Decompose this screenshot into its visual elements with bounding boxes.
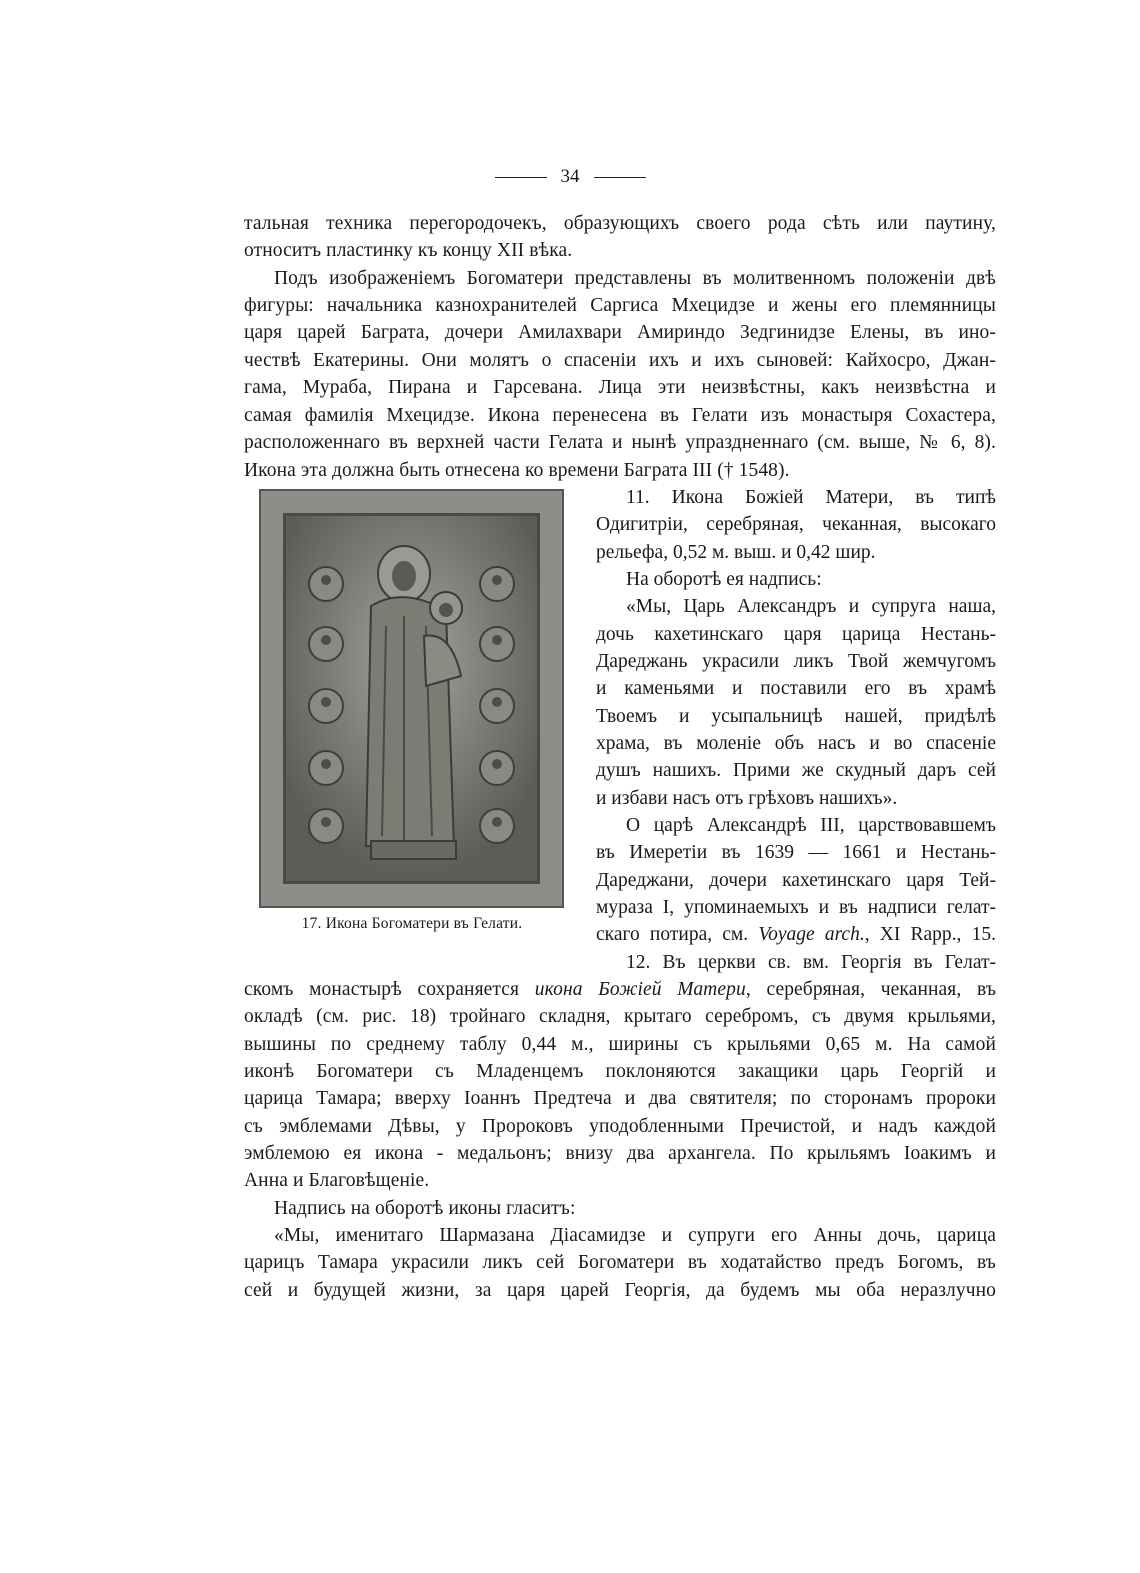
text-line: въ Имеретіи въ 1639 — 1661 и Нестань- (596, 842, 996, 863)
text-line: царицъ Тамара украсили ликъ сей Богоматери въ ходатайство предъ Богомъ, въ (244, 1252, 996, 1273)
text-line (596, 921, 996, 948)
text-line: Дареджань украсили ликъ Твой жемчугомъ (596, 651, 996, 672)
text-line: Твоемъ и усыпальницѣ нашей, придѣлѣ (596, 706, 996, 727)
text-line: храма, въ моленіе объ насъ и во спасеніе (596, 733, 996, 754)
text-line: «Мы, именитаго Шармазана Діасамидзе и супруги его Анны дочь, царица (274, 1225, 996, 1246)
text-run: , серебряная, чеканная, въ (745, 979, 996, 1000)
text-line: относитъ пластинку къ концу XII вѣка. (244, 240, 573, 261)
text-line: иконѣ Богоматери съ Младенцемъ поклоняются закащики царь Георгій и (244, 1061, 996, 1082)
text-line: царя царей Баграта, дочери Амилахвари Амириндо Зедгинидзе Елены, въ ино- (244, 322, 996, 343)
text-run: , XI Rapp., 15. (864, 924, 996, 945)
text-line: Анна и Благовѣщеніе. (244, 1170, 430, 1191)
text-line: душъ нашихъ. Прими же скудный даръ сей (596, 760, 996, 781)
text-line: На оборотѣ ея надпись: (626, 569, 822, 590)
text-line: дочь кахетинскаго царя царица Нестань- (596, 624, 996, 645)
icon-frame (283, 513, 540, 884)
text-line (244, 976, 996, 1003)
text-line: фигуры: начальника казнохранителей Саргиса Мхецидзе и жены его племянницы (244, 295, 996, 316)
text-line: муразa I, упоминаемыхъ и въ надписи гелат- (596, 897, 996, 918)
text-line: тальная техника перегородочекъ, образующихъ своего рода сѣть или паутину, (244, 213, 996, 234)
text-line: гама, Мураба, Пирана и Гарсевана. Лица эти неизвѣстны, какъ неизвѣстна и (244, 377, 996, 398)
text-line: и каменьями и поставили его въ храмѣ (596, 678, 996, 699)
text-line: Дареджани, дочери кахетинскаго царя Тей- (596, 870, 996, 891)
text-line: сей и будущей жизни, за царя царей Георгія, да будемъ мы оба неразлучно (244, 1280, 996, 1301)
text-run: скаго потира, см. (596, 924, 759, 945)
figure-caption: 17. Икона Богоматери въ Гелати. (301, 915, 523, 932)
text-line: и избави насъ отъ грѣховъ нашихъ». (596, 788, 898, 809)
text-line: окладѣ (см. рис. 18) тройнаго складня, крытаго серебромъ, съ двумя крыльями, (244, 1006, 996, 1027)
text-line: царица Тамара; вверху Іоаннъ Предтеча и два святителя; по сторонамъ пророки (244, 1088, 996, 1109)
text-line: съ эмблемами Дѣвы, у Пророковъ уподобленными Пречистой, и надъ каждой (244, 1116, 996, 1137)
rule-left (495, 177, 547, 178)
text-line: вышины по среднему таблу 0,44 м., ширины съ крыльями 0,65 м. На самой (244, 1034, 996, 1055)
text-run-italic: Voyage arch. (758, 924, 865, 945)
text-line: эмблемою ея икона - медальонъ; внизу два архангела. По крыльямъ Іоакимъ и (244, 1143, 996, 1164)
text-line: Одигитріи, серебряная, чеканная, высокаго (596, 514, 996, 535)
text-line: Подъ изображеніемъ Богоматери представлены въ молитвенномъ положеніи двѣ (274, 268, 996, 289)
icon-photograph (259, 489, 564, 908)
text-line: расположеннаго въ верхней части Гелата и нынѣ упраздненнаго (см. выше, № 6, 8). (244, 432, 996, 453)
text-line: рельефа, 0,52 м. выш. и 0,42 шир. (596, 542, 876, 563)
text-line: 12. Въ церкви св. вм. Георгія въ Гелат- (626, 952, 996, 973)
text-line: чествѣ Екатерины. Они молятъ о спасеніи ихъ и ихъ сыновей: Кайхосро, Джан- (244, 350, 996, 371)
virgin-hodegetria-icon (286, 516, 537, 881)
text-line: 11. Икона Божіей Матери, въ типѣ (626, 487, 996, 508)
text-line: Надпись на оборотѣ иконы гласитъ: (274, 1198, 576, 1219)
page-number: 34 (560, 166, 580, 187)
rule-right (594, 177, 646, 178)
text-run: скомъ монастырѣ сохраняется (244, 979, 535, 1000)
text-line: «Мы, Царь Александръ и супруга наша, (626, 596, 996, 617)
text-run-italic: икона Божіей Матери (534, 979, 746, 1000)
text-line: самая фамилія Мхецидзе. Икона перенесена въ Гелати изъ монастыря Сохастера, (244, 405, 996, 426)
page-number-row (0, 166, 1140, 188)
text-line: О царѣ Александрѣ III, царствовавшемъ (626, 815, 996, 836)
text-line: Икона эта должна быть отнесена ко времени Баграта III († 1548). (244, 460, 790, 481)
